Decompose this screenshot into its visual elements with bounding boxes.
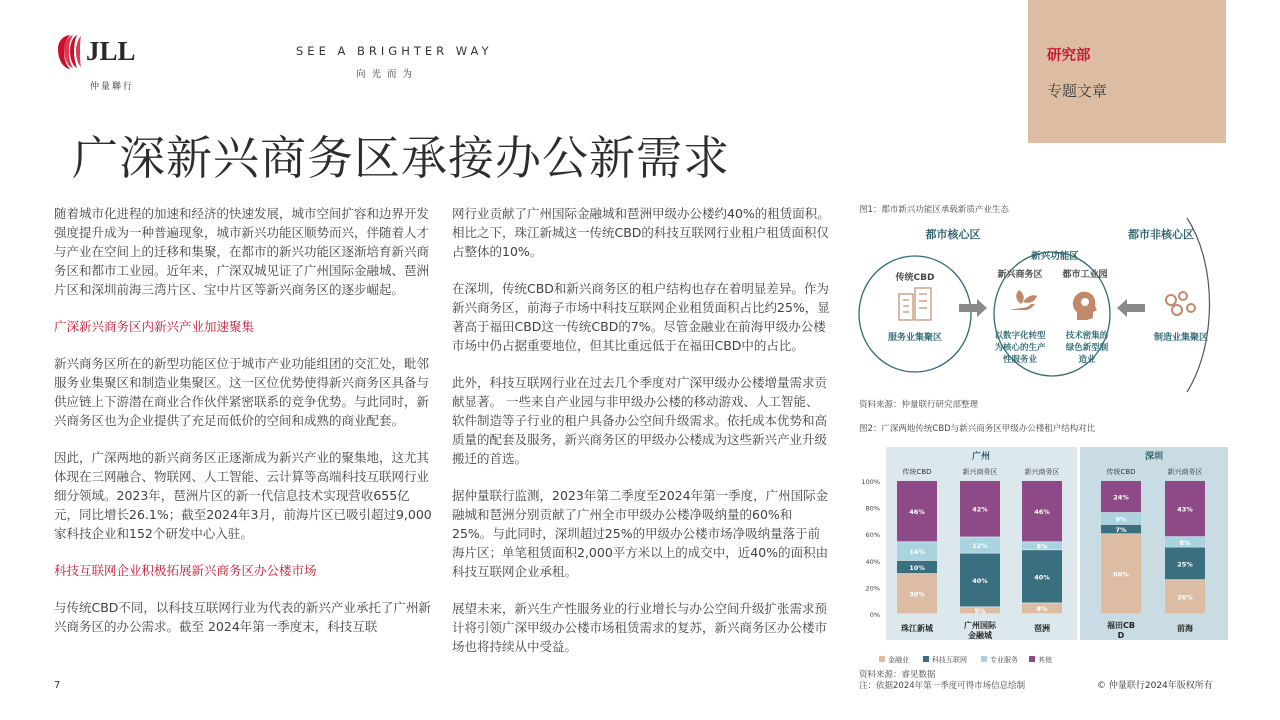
data-label: 30%	[909, 590, 925, 599]
page-number: 7	[54, 680, 61, 691]
cbd-desc: 服务业集聚区	[887, 333, 943, 343]
data-label: 60%	[1113, 570, 1129, 579]
legend-label: 金融业	[888, 656, 909, 664]
data-label: 46%	[909, 508, 925, 517]
paragraph: 因此，广深两地的新兴商务区正逐渐成为新兴产业的聚集地，这尤其体现在三网融合、物联网、人工智能、云计算等高端科技互联网行业细分领域。2023年，琶洲片区的新一代信息技术实现营收655亿元，同比增长26.1%；截至2024年3月，前海片区已吸引超过9,000家科技企业和152个研发中心入驻。	[54, 450, 432, 541]
data-label: 24%	[1113, 493, 1129, 502]
legend-label: 科技互联网	[932, 656, 967, 664]
hand-plant-icon	[1009, 290, 1037, 310]
logo-subtitle: 仲量聯行	[90, 82, 135, 92]
department-label: 研究部	[1047, 48, 1091, 64]
data-label: 5%	[974, 607, 986, 616]
park-desc-line-2: 绿色新型制	[1065, 343, 1109, 353]
group-label-guangzhou: 广州	[971, 452, 991, 462]
source-line: 资料来源：睿见数据	[859, 670, 936, 680]
logo-wordmark: JLL	[86, 36, 136, 66]
paragraph: 新兴商务区所在的新型功能区位于城市产业功能组团的交汇处，毗邻服务业集聚区和制造业集聚区。这一区位优势使得新兴商务区具备与供应链上下游潜在商业合作伙伴紧密联系的竞争优势。与此同时，新兴商务区也为企业提供了充足而低价的空间和成熟的商业配套。	[54, 356, 430, 428]
gears-icon	[1166, 292, 1195, 315]
core-label: 都市核心区	[925, 228, 981, 241]
paragraph: 随着城市化进程的加速和经济的快速发展，城市空间扩容和边界开发强度提升成为一种普遍现象，城市新兴功能区顺势而兴，伴随着人才与产业在空间上的迁移和集聚，在都市的新兴功能区逐渐培育新兴商务区和都市工业园。近年来，广深双城见证了广州国际金融城、琶洲片区和深圳前海三湾片区、宝中片区等新兴商务区的逐步崛起。	[54, 206, 430, 297]
legend-swatch	[923, 656, 929, 662]
data-label: 10%	[909, 563, 925, 572]
tagline: SEE A BRIGHTER WAY	[296, 44, 493, 58]
text-column-2	[452, 204, 830, 674]
y-tick-label: 0%	[869, 611, 880, 619]
figure-2-source	[859, 670, 1025, 692]
figure-1-diagram	[855, 214, 1227, 396]
arrow-right-icon	[959, 299, 987, 317]
data-label: 43%	[1177, 505, 1193, 514]
category-type-label: 新兴商务区	[1167, 468, 1203, 476]
category-label: 前海	[1177, 624, 1193, 633]
chart-legend	[879, 655, 1052, 664]
section-heading: 科技互联网企业积极拓展新兴商务区办公楼市场	[54, 563, 317, 578]
section-heading: 广深新兴商务区内新兴产业加速聚集	[54, 319, 255, 334]
category-type-label: 新兴商务区	[1024, 468, 1060, 476]
data-label: 25%	[1177, 560, 1193, 569]
y-tick-label: 60%	[865, 531, 880, 540]
category-type-label: 新兴商务区	[962, 468, 998, 476]
nbd-desc-line-2: 为核心的生产	[994, 343, 1046, 353]
data-label: 9%	[1115, 515, 1127, 524]
y-tick-label: 80%	[865, 504, 880, 513]
nbd-label: 新兴商务区	[997, 270, 1043, 280]
legend-swatch	[981, 656, 987, 662]
copyright: © 仲量联行2024年版权所有	[1097, 681, 1213, 691]
figure-2-chart	[855, 444, 1229, 668]
nbd-desc-line-3: 性服务业	[1002, 355, 1038, 365]
mfg-desc: 制造业集聚区	[1153, 333, 1209, 343]
text-column-1	[54, 204, 434, 654]
legend-label: 其他	[1038, 656, 1052, 664]
data-label: 12%	[972, 541, 988, 550]
data-label: 8%	[1179, 538, 1191, 547]
park-label: 都市工业园	[1062, 270, 1108, 280]
category-label: 广州国际金融城	[964, 621, 996, 640]
category-type-label: 传统CBD	[1106, 468, 1136, 476]
park-desc-line-3: 造业	[1078, 355, 1096, 365]
y-tick-label: 40%	[865, 557, 880, 566]
park-desc-line-1: 技术密集的	[1065, 331, 1109, 341]
legend-label: 专业服务	[990, 656, 1018, 664]
head-gear-icon	[1073, 292, 1097, 320]
legend-swatch	[879, 656, 885, 662]
buildings-icon	[899, 288, 931, 320]
data-label: 26%	[1177, 593, 1193, 602]
section-tab	[1028, 0, 1226, 143]
group-label-shenzhen: 深圳	[1144, 452, 1164, 462]
arrow-left-icon	[1117, 299, 1145, 317]
y-tick-label: 100%	[861, 478, 880, 486]
data-label: 6%	[1036, 542, 1048, 551]
paragraph: 网行业贡献了广州国际金融城和琶洲甲级办公楼约40%的租赁面积。相比之下，珠江新城这一传统CBD的科技互联网行业租户租赁面积仅占整体的10%。	[452, 206, 830, 259]
paragraph: 与传统CBD不同，以科技互联网行业为代表的新兴产业承托了广州新兴商务区的办公需求。截至 2024年第一季度末，科技互联	[54, 600, 431, 634]
tagline-cn: 向光而为	[356, 69, 419, 80]
data-label: 46%	[1034, 508, 1050, 517]
category-type-label: 传统CBD	[902, 468, 932, 476]
cbd-label: 传统CBD	[895, 273, 935, 283]
category-label: 福田CB D	[1107, 621, 1135, 640]
paragraph: 据仲量联行监测，2023年第二季度至2024年第一季度，广州国际金融城和琶洲分别贡献了广州全市甲级办公楼净吸纳量的60%和25%。与此同时，深圳超过25%的甲级办公楼市场净吸纳量落于前海片区；单笔租赁面积2,000平方米以上的成交中，近40%的面积由科技互联网企业承租。	[452, 488, 829, 579]
figure-1-source: 资料来源：仲量联行研究部整理	[859, 400, 979, 410]
data-label: 42%	[972, 505, 988, 514]
data-label: 14%	[909, 547, 925, 556]
paragraph: 在深圳，传统CBD和新兴商务区的租户结构也存在着明显差异。作为新兴商务区，前海子市场中科技互联网企业租赁面积占比约25%，显著高于福田CBD这一传统CBD的7%。尽管金融业在前海甲级办公楼市场中仍占据重要地位，但其比重远低于在福田CBD中的占比。	[452, 281, 830, 353]
figure-1-title: 图1：都市新兴功能区承载新质产业生态	[859, 205, 1009, 215]
nbd-desc-line-1: 以数字化转型	[994, 331, 1046, 341]
data-label: 8%	[1036, 605, 1048, 614]
category-label: 珠江新城	[901, 624, 933, 633]
article-type-label: 专题文章	[1047, 82, 1108, 100]
data-label: 7%	[1115, 526, 1127, 535]
noncore-label: 都市非核心区	[1128, 228, 1194, 241]
page-title: 广深新兴商务区承接办公新需求	[72, 131, 730, 185]
new-zone-label: 新兴功能区	[1031, 251, 1079, 262]
figure-2-title: 图2：广深两地传统CBD与新兴商务区甲级办公楼租户结构对比	[859, 424, 1096, 434]
y-tick-label: 20%	[865, 584, 880, 593]
paragraph: 此外，科技互联网行业在过去几个季度对广深甲级办公楼增量需求贡献显著。 一些来自产业园与非甲级办公楼的移动游戏、人工智能、软件制造等子行业的租户具备办公空间升级需求。依托成本优势和高质量的配套及服务，新兴商务区的甲级办公楼成为这些新兴产业升级搬迁的首选。	[452, 375, 828, 466]
note-line: 注：依据2024年第一季度可得市场信息绘制	[859, 681, 1026, 691]
data-label: 40%	[1034, 573, 1050, 582]
data-label: 40%	[972, 576, 988, 585]
category-label: 琶洲	[1034, 624, 1050, 633]
paragraph: 展望未来，新兴生产性服务业的行业增长与办公空间升级扩张需求预计将引领广深甲级办公楼市场租赁需求的复苏，新兴商务区办公楼市场也将持续从中受益。	[452, 601, 828, 654]
legend-swatch	[1029, 656, 1035, 662]
